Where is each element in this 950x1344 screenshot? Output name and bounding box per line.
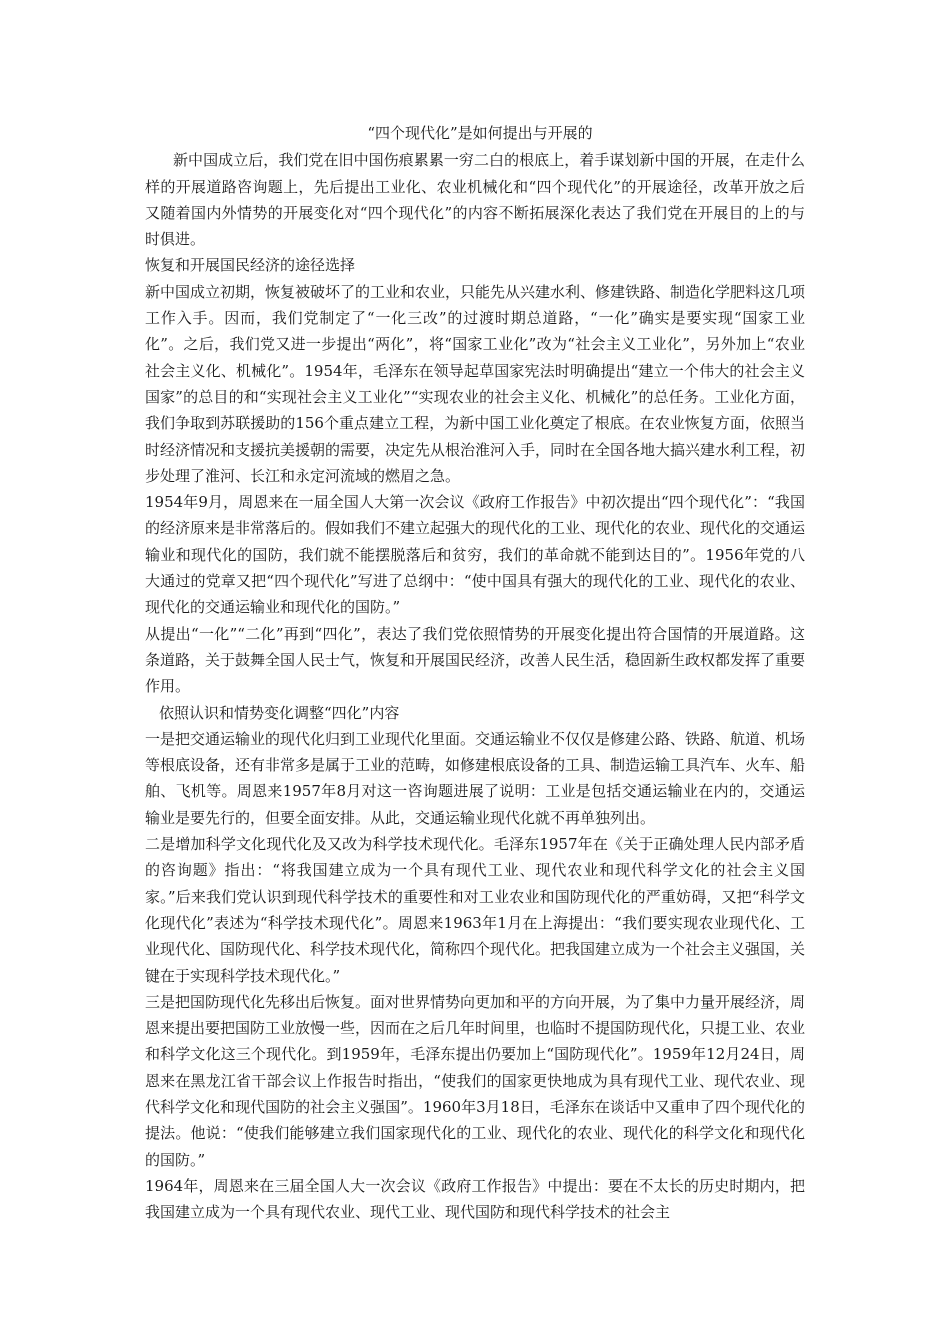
- paragraph-1964: 1964年，周恩来在三届全国人大一次会议《政府工作报告》中提出：要在不太长的历史时期内，把我国建立成为一个具有现代农业、现代工业、现代国防和现代科学技术的社会主: [145, 1176, 805, 1222]
- paragraph-point-one: 一是把交通运输业的现代化归到工业现代化里面。交通运输业不仅仅是修建公路、铁路、航道、机场等根底设备，还有非常多是属于工业的范畴，如修建根底设备的工具、制造运输工具汽车、火车、船舶、飞机等。周恩来1957年8月对这一咨询题进展了说明：工业是包括交通运输业在内的，交通运输业是要先行的，但要全面安排。从此，交通运输业现代化就不再单独列出。: [145, 729, 806, 827]
- paragraph-1954: 1954年9月，周恩来在一届全国人大第一次会议《政府工作报告》中初次提出“四个现代化”：“我国的经济原来是非常落后的。假如我们不建立起强大的现代化的工业、现代化的农业、现代化的交通运输业和现代化的国防，我们就不能摆脱落后和贫穷，我们的革命就不能到达目的”。1956年党的八大通过的党章又把“四个现代化”写进了总纲中：“使中国具有强大的现代化的工业、现代化的农业、现代化的交通运输业和现代化的国防。”: [145, 493, 806, 617]
- paragraph-point-two: 二是增加科学文化现代化及又改为科学技术现代化。毛泽东1957年在《关于正确处理人民内部矛盾的咨询题》指出：“将我国建立成为一个具有现代工业、现代农业和现代科学文化的社会主义国家。”后来我们党认识到现代科学技术的重要性和对工业农业和国防现代化的严重妨碍，又把“科学文化现代化”表述为“科学技术现代化”。周恩来1963年1月在上海提出：“我们要实现农业现代化、工业现代化、国防现代化、科学技术现代化，简称四个现代化。把我国建立成为一个社会主义强国，关键在于实现科学技术现代化。”: [145, 835, 806, 985]
- paragraph-summary: 从提出“一化”“二化”再到“四化”，表达了我们党依照情势的开展变化提出符合国情的开展道路。这条道路，关于鼓舞全国人民士气，恢复和开展国民经济，改善人民生活，稳固新生政权都发挥了重要作用。: [145, 624, 806, 696]
- paragraph-point-three: 三是把国防现代化先移出后恢复。面对世界情势向更加和平的方向开展，为了集中力量开展经济，周恩来提出要把国防工业放慢一些，因而在之后几年时间里，也临时不提国防现代化，只提工业、农业和科学文化这三个现代化。到1959年，毛泽东提出仍要加上“国防现代化”。1959年12月24日，周恩来在黑龙江省干部会议上作报告时指出，“使我们的国家更快地成为具有现代工业、现代农业、现代科学文化和现代国防的社会主义强国”。1960年3月18日，毛泽东在谈话中又重申了四个现代化的提法。他说：“使我们能够建立我们国家现代化的工业、现代化的农业、现代化的科学文化和现代化的国防。”: [145, 992, 806, 1169]
- section-heading-adjust: 依照认识和情势变化调整“四化”内容: [159, 703, 400, 722]
- paragraph-early-period: 新中国成立初期，恢复被破坏了的工业和农业，只能先从兴建水利、修建铁路、制造化学肥料这几项工作入手。因而，我们党制定了“一化三改”的过渡时期总道路，“一化”确实是要实现“国家工业化”。之后，我们党又进一步提出“两化”，将“国家工业化”改为“社会主义工业化”，另外加上“农业社会主义化、机械化”。1954年，毛泽东在领导起草国家宪法时明确提出“建立一个伟大的社会主义国家”的总目的和“实现社会主义工业化”“实现农业的社会主义化、机械化”的总任务。工业化方面，我们争取到苏联援助的156个重点建立工程，为新中国工业化奠定了根底。在农业恢复方面，依照当时经济情况和支援抗美援朝的需要，决定先从根治淮河入手，同时在全国各地大搞兴建水利工程，初步处理了淮河、长江和永定河流域的燃眉之急。: [145, 282, 806, 485]
- section-heading-recovery: 恢复和开展国民经济的途径选择: [145, 256, 356, 275]
- document-page: [145, 120, 805, 1225]
- intro-paragraph: 新中国成立后，我们党在旧中国伤痕累累一穷二白的根底上，着手谋划新中国的开展，在走什么样的开展道路咨询题上，先后提出工业化、农业机械化和“四个现代化”的开展途径，改革开放之后又随着国内外情势的开展变化对“四个现代化”的内容不断拓展深化表达了我们党在开展目的上的与时俱进。: [145, 151, 805, 249]
- document-title: “四个现代化”是如何提出与开展的: [367, 124, 593, 142]
